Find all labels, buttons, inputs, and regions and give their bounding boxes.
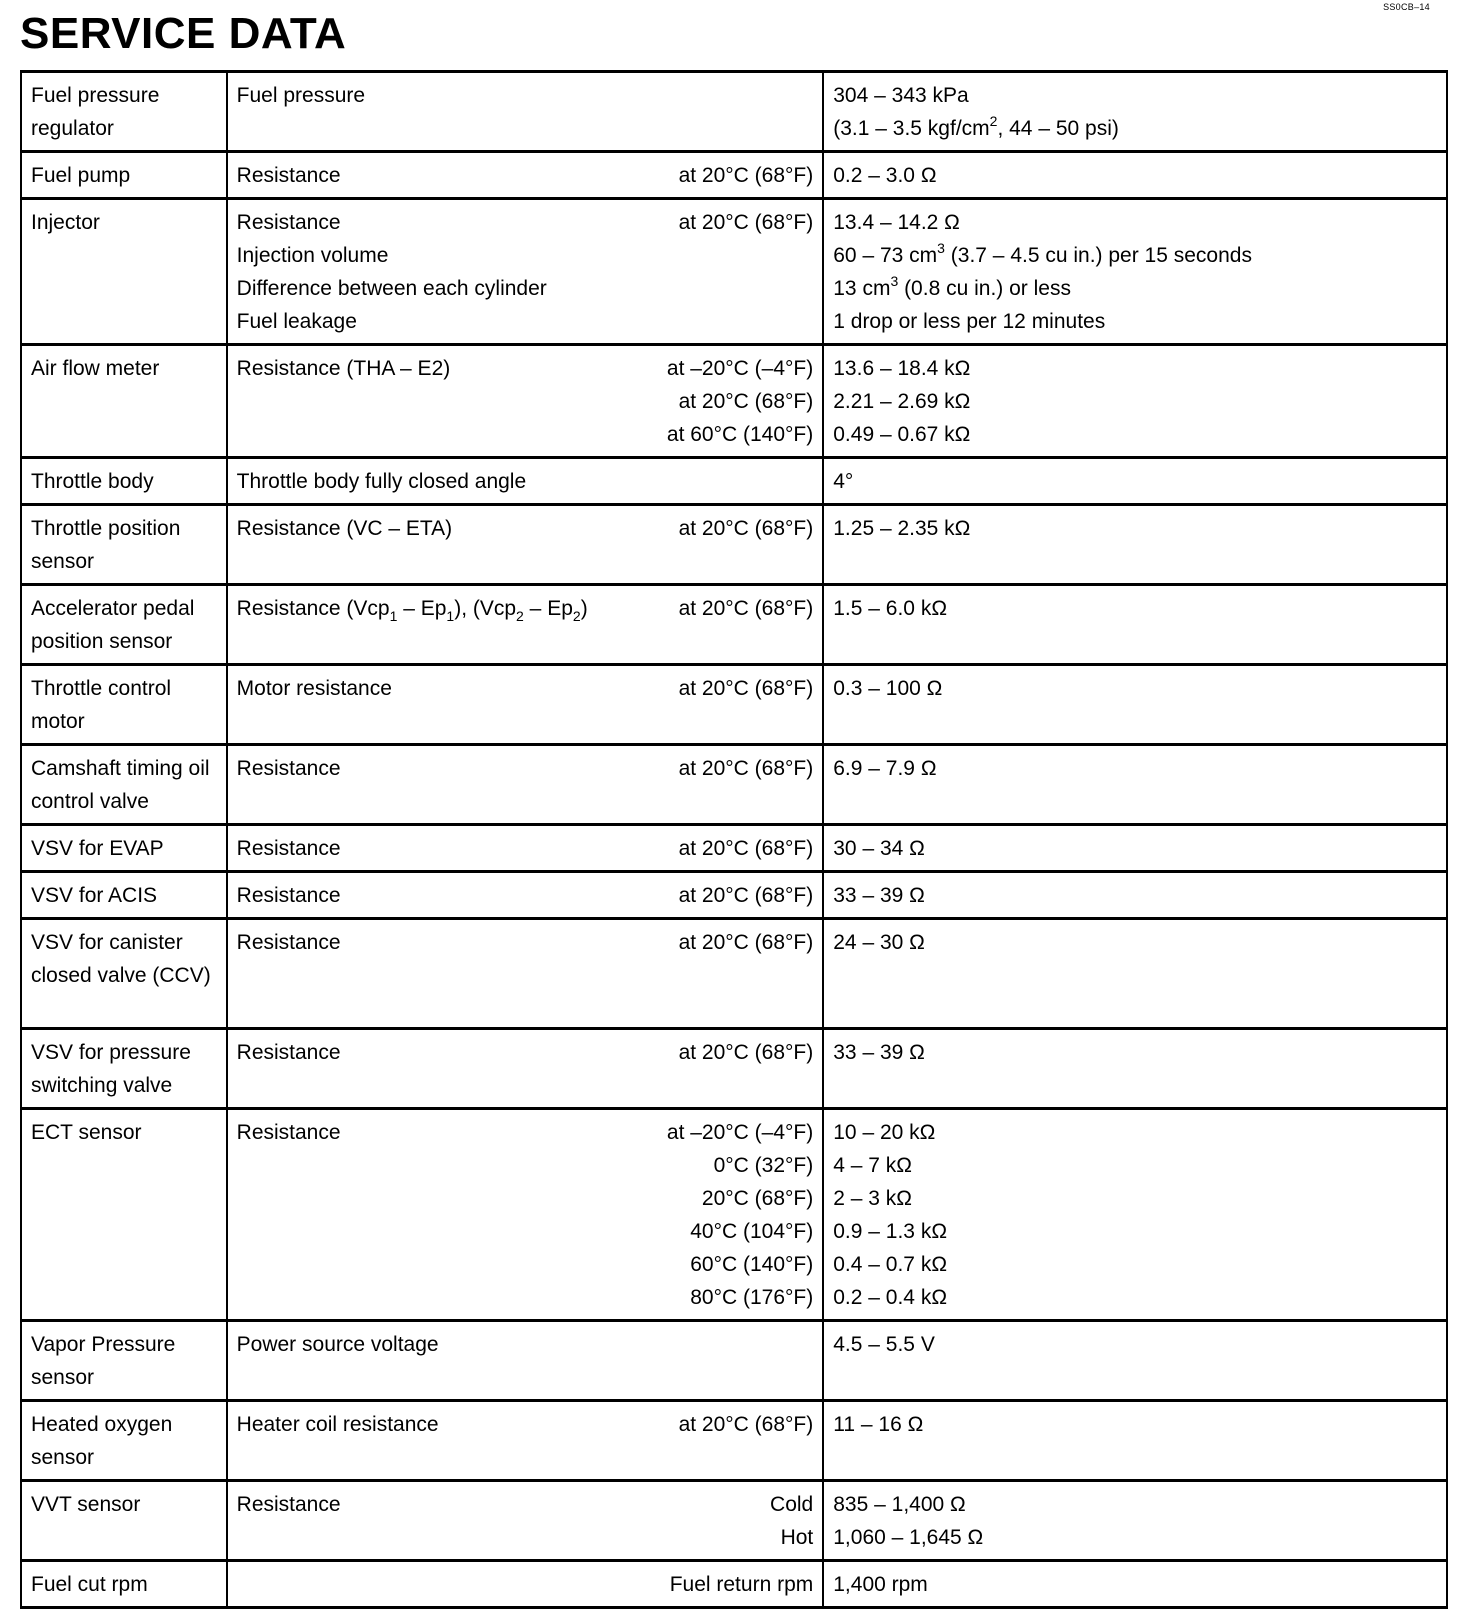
component-cell: Throttle body	[21, 458, 227, 505]
component-cell: ECT sensor	[21, 1109, 227, 1321]
item-label: Resistance	[236, 1041, 341, 1064]
condition-label: at 60°C (140°F)	[666, 423, 814, 446]
table-row	[21, 919, 1447, 1029]
item-label: Resistance	[236, 884, 341, 907]
item-label: Resistance	[236, 164, 341, 187]
value-line: 0.4 – 0.7 kΩ	[833, 1253, 948, 1276]
condition-label: at 20°C (68°F)	[678, 211, 814, 234]
item-cell	[227, 825, 824, 872]
table-row	[21, 199, 1447, 345]
component-cell: Injector	[21, 199, 227, 345]
value-cell: 4.5 – 5.5 V	[823, 1321, 1447, 1401]
item-cell	[227, 1109, 824, 1321]
item-cell	[227, 665, 824, 745]
table-row	[21, 825, 1447, 872]
value-cell	[823, 72, 1447, 152]
item-cell	[227, 505, 824, 585]
value-line: 13 $cm^3$ (0.8 cu in.) or less	[833, 273, 1071, 300]
value-line: 4 – 7 kΩ	[833, 1154, 912, 1177]
table-row	[21, 1401, 1447, 1481]
condition-label: at 20°C (68°F)	[678, 757, 814, 780]
value-line: 1,060 – 1,645 Ω	[833, 1526, 984, 1549]
item-label: Difference between each cylinder	[236, 277, 547, 300]
item-cell	[227, 199, 824, 345]
item-cell	[227, 1029, 824, 1109]
value-cell	[823, 345, 1447, 458]
item-cell	[227, 585, 824, 665]
condition-label: at 20°C (68°F)	[678, 677, 814, 700]
value-line: 0.2 – 0.4 kΩ	[833, 1286, 948, 1309]
value-cell: 24 – 30 Ω	[823, 919, 1447, 1029]
component-cell: VSV for pressure switching valve	[21, 1029, 227, 1109]
value-line: 0.9 – 1.3 kΩ	[833, 1220, 948, 1243]
condition-label: at 20°C (68°F)	[678, 931, 814, 954]
value-cell: 1.5 – 6.0 kΩ	[823, 585, 1447, 665]
value-line: 0.49 – 0.67 kΩ	[833, 423, 971, 446]
table-row	[21, 585, 1447, 665]
item-label: Resistance	[236, 1121, 341, 1144]
condition-label: at 20°C (68°F)	[678, 390, 814, 413]
item-label: Heater coil resistance	[236, 1413, 439, 1436]
service-data-table	[20, 70, 1448, 1609]
item-label: Resistance	[236, 837, 341, 860]
condition-label: at 20°C (68°F)	[678, 837, 814, 860]
item-label: Motor resistance	[236, 677, 392, 700]
condition-label: at 20°C (68°F)	[678, 517, 814, 540]
value-cell: 33 – 39 Ω	[823, 1029, 1447, 1109]
table-row	[21, 745, 1447, 825]
value-line: 13.6 – 18.4 kΩ	[833, 357, 971, 380]
condition-label: at –20°C (–4°F)	[666, 357, 814, 380]
component-cell: VVT sensor	[21, 1481, 227, 1561]
item-cell	[227, 1481, 824, 1561]
table-row	[21, 1109, 1447, 1321]
condition-label: at –20°C (–4°F)	[666, 1121, 814, 1144]
component-cell: VSV for EVAP	[21, 825, 227, 872]
component-cell: Throttle position sensor	[21, 505, 227, 585]
item-cell	[227, 872, 824, 919]
condition-label: at 20°C (68°F)	[678, 1413, 814, 1436]
value-cell: 1,400 rpm	[823, 1561, 1447, 1608]
item-label: Resistance (VC – ETA)	[236, 517, 453, 540]
value-cell	[823, 1481, 1447, 1561]
condition-label: 0°C (32°F)	[713, 1154, 814, 1177]
value-line: (3.1 – 3.5 kgf/$cm^2$, 44 – 50 psi)	[833, 113, 1119, 140]
table-row	[21, 1029, 1447, 1109]
table-row	[21, 458, 1447, 505]
table-row	[21, 665, 1447, 745]
item-label: Injection volume	[236, 244, 389, 267]
condition-cell: Fuel return rpm	[227, 1561, 824, 1608]
component-cell: Fuel pressure regulator	[21, 72, 227, 152]
condition-label: 80°C (176°F)	[690, 1286, 814, 1309]
value-cell: 4°	[823, 458, 1447, 505]
component-cell: Air flow meter	[21, 345, 227, 458]
page-code: SS0CB–14	[1383, 2, 1430, 12]
condition-label: at 20°C (68°F)	[678, 597, 814, 620]
table-row	[21, 505, 1447, 585]
item-cell: Fuel pressure	[227, 72, 824, 152]
condition-label: 20°C (68°F)	[701, 1187, 814, 1210]
value-cell: 1.25 – 2.35 kΩ	[823, 505, 1447, 585]
component-cell: Camshaft timing oil control valve	[21, 745, 227, 825]
component-cell: Accelerator pedal position sensor	[21, 585, 227, 665]
condition-label: Cold	[770, 1493, 814, 1516]
item-label: Resistance	[236, 211, 341, 234]
value-cell: 6.9 – 7.9 Ω	[823, 745, 1447, 825]
value-line: 10 – 20 kΩ	[833, 1121, 936, 1144]
value-cell	[823, 1109, 1447, 1321]
item-cell: Throttle body fully closed angle	[227, 458, 824, 505]
table-row	[21, 1561, 1447, 1608]
item-cell	[227, 919, 824, 1029]
condition-label: at 20°C (68°F)	[678, 1041, 814, 1064]
table-row	[21, 152, 1447, 199]
item-cell	[227, 745, 824, 825]
condition-label: 60°C (140°F)	[690, 1253, 814, 1276]
item-label: Resistance	[236, 931, 341, 954]
item-label: Resistance (THA – E2)	[236, 357, 451, 380]
table-row	[21, 1481, 1447, 1561]
condition-label: at 20°C (68°F)	[678, 884, 814, 907]
item-cell	[227, 345, 824, 458]
component-cell: VSV for canister closed valve (CCV)	[21, 919, 227, 1029]
condition-label: at 20°C (68°F)	[678, 164, 814, 187]
value-line: 2.21 – 2.69 kΩ	[833, 390, 971, 413]
component-cell: Throttle control motor	[21, 665, 227, 745]
value-line: 835 – 1,400 Ω	[833, 1493, 966, 1516]
value-cell: 33 – 39 Ω	[823, 872, 1447, 919]
value-line: 304 – 343 kPa	[833, 84, 969, 107]
table-row	[21, 72, 1447, 152]
value-cell: 11 – 16 Ω	[823, 1401, 1447, 1481]
table-row	[21, 872, 1447, 919]
item-label: Resistance	[236, 1493, 341, 1516]
item-cell	[227, 152, 824, 199]
condition-label: Hot	[780, 1526, 814, 1549]
table-row	[21, 345, 1447, 458]
value-line: 1 drop or less per 12 minutes	[833, 310, 1106, 333]
value-cell	[823, 199, 1447, 345]
item-label: Resistance	[236, 757, 341, 780]
value-line: 60 – 73 $cm^3$ (3.7 – 4.5 cu in.) per 15 seconds	[833, 240, 1252, 267]
condition-label: 40°C (104°F)	[690, 1220, 814, 1243]
component-cell: Fuel cut rpm	[21, 1561, 227, 1608]
value-cell: 30 – 34 Ω	[823, 825, 1447, 872]
value-cell: 0.3 – 100 Ω	[823, 665, 1447, 745]
value-line: 2 – 3 kΩ	[833, 1187, 912, 1210]
component-cell: Vapor Pressure sensor	[21, 1321, 227, 1401]
table-row	[21, 1321, 1447, 1401]
component-cell: Heated oxygen sensor	[21, 1401, 227, 1481]
component-cell: VSV for ACIS	[21, 872, 227, 919]
page-title: SERVICE DATA	[20, 9, 347, 58]
item-cell: Power source voltage	[227, 1321, 824, 1401]
item-label: Resistance $(Vcp_1 - Ep_1)$, $(Vcp_2 - Ep_2)$	[236, 597, 588, 624]
value-cell: 0.2 – 3.0 Ω	[823, 152, 1447, 199]
item-label: Fuel leakage	[236, 310, 357, 333]
item-cell	[227, 1401, 824, 1481]
component-cell: Fuel pump	[21, 152, 227, 199]
value-line: 13.4 – 14.2 Ω	[833, 211, 960, 234]
